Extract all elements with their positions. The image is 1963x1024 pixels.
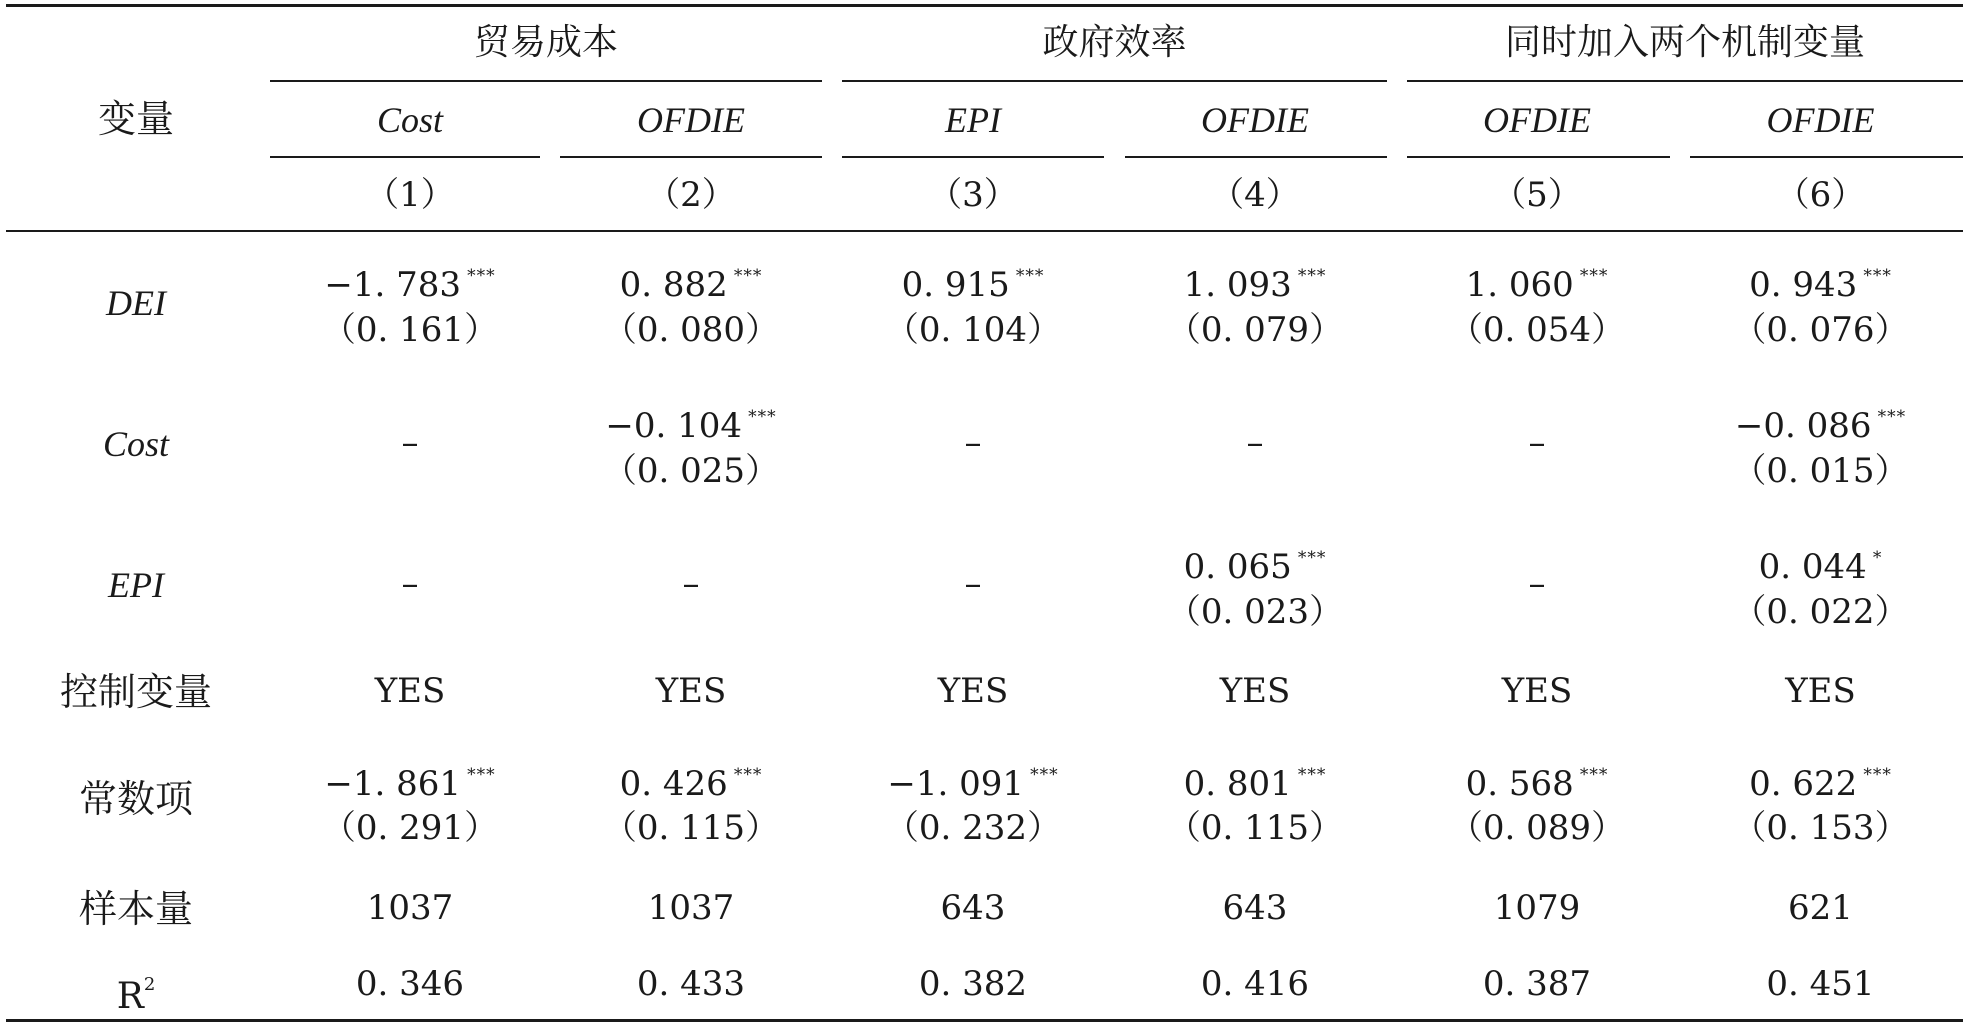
var-rule-5 — [1407, 156, 1670, 158]
row-label-r-squared — [36, 965, 236, 1017]
row-label-dei: DEI — [106, 283, 166, 323]
coef-value: 0. 065 — [1183, 547, 1292, 587]
var-rule-6 — [1690, 156, 1963, 158]
std-error: （0. 115） — [1166, 808, 1344, 848]
coef-value: 0. 801 — [1183, 764, 1292, 804]
coef-cell — [270, 755, 550, 804]
coef-cell — [1396, 755, 1678, 804]
column-number: （4） — [1210, 175, 1300, 215]
coef-value: – — [964, 564, 982, 604]
column-variable: Cost — [376, 100, 444, 140]
coef-cell — [270, 256, 550, 305]
coef-cell — [1678, 538, 1963, 587]
controls-cell: YES — [655, 671, 727, 711]
std-error: （0. 080） — [602, 310, 780, 350]
coef-value: 1. 093 — [1183, 265, 1292, 305]
var-rule-4 — [1125, 156, 1387, 158]
std-error: （0. 015） — [1732, 451, 1909, 491]
coef-value: – — [1246, 423, 1264, 463]
column-number: （6） — [1775, 175, 1866, 215]
coef-value: 0. 915 — [901, 265, 1010, 305]
row-label-cost: Cost — [102, 424, 170, 464]
coef-cell — [1396, 256, 1678, 305]
significance-stars: *** — [1863, 765, 1892, 785]
coef-value: −0. 104 — [605, 406, 743, 446]
coef-value: – — [1528, 564, 1546, 604]
column-number: （2） — [646, 175, 736, 215]
significance-stars: *** — [1579, 266, 1609, 286]
coef-cell — [550, 256, 832, 305]
corner-label: 变量 — [97, 97, 174, 141]
sample-size-cell: 1037 — [366, 888, 454, 928]
row-label-controls: 控制变量 — [59, 670, 212, 714]
significance-stars: *** — [1877, 407, 1907, 427]
coef-cell — [832, 755, 1114, 804]
group-rule-1 — [270, 80, 822, 82]
coef-cell — [1396, 564, 1678, 604]
bottom-rule — [6, 1019, 1963, 1022]
std-error: （0. 104） — [884, 310, 1062, 350]
coef-cell — [1396, 423, 1678, 463]
std-error: （0. 291） — [321, 808, 499, 848]
controls-cell: YES — [1501, 671, 1573, 711]
coef-value: −0. 086 — [1734, 406, 1872, 446]
coef-value: 0. 882 — [619, 265, 728, 305]
std-error: （0. 089） — [1448, 808, 1626, 848]
std-error: （0. 025） — [602, 451, 780, 491]
std-error: （0. 153） — [1732, 808, 1909, 848]
coef-cell — [550, 397, 832, 446]
r-squared-cell: 0. 387 — [1482, 964, 1592, 1004]
r2-superscript: 2 — [143, 974, 156, 995]
row-label-epi: EPI — [108, 565, 164, 605]
row-label-constant: 常数项 — [78, 777, 193, 821]
coef-value: – — [1528, 423, 1546, 463]
sample-size-cell: 621 — [1788, 888, 1853, 928]
coef-cell — [550, 564, 832, 604]
significance-stars: *** — [1863, 266, 1892, 286]
std-error: （0. 054） — [1448, 310, 1626, 350]
coef-value: 0. 044 — [1758, 547, 1867, 587]
coef-cell — [832, 423, 1114, 463]
coef-value: −1. 091 — [887, 764, 1025, 804]
std-error: （0. 115） — [602, 808, 780, 848]
coef-cell — [832, 564, 1114, 604]
std-error: （0. 079） — [1166, 310, 1344, 350]
coef-cell — [1114, 423, 1396, 463]
coef-value: 0. 568 — [1465, 764, 1574, 804]
coef-value: −1. 783 — [324, 265, 462, 305]
significance-stars: *** — [1015, 266, 1045, 286]
coef-cell — [1114, 538, 1396, 587]
column-number: （5） — [1492, 175, 1582, 215]
group-header-trade-cost: 贸易成本 — [473, 22, 618, 63]
coef-cell — [270, 423, 550, 463]
column-variable: OFDIE — [1483, 100, 1591, 140]
std-error: （0. 161） — [321, 310, 499, 350]
r-squared-cell: 0. 346 — [355, 964, 465, 1004]
row-label-sample-size: 样本量 — [78, 887, 193, 931]
coef-cell — [1678, 755, 1963, 804]
std-error: （0. 023） — [1166, 592, 1344, 632]
column-number: （3） — [928, 175, 1018, 215]
r-squared-cell: 0. 451 — [1766, 964, 1875, 1004]
sample-size-cell: 1079 — [1493, 888, 1581, 928]
significance-stars: *** — [1297, 266, 1327, 286]
group-rule-3 — [1407, 80, 1963, 82]
significance-stars: *** — [733, 765, 763, 785]
significance-stars: *** — [467, 266, 496, 286]
coef-value: −1. 861 — [324, 764, 462, 804]
coef-value: – — [401, 423, 419, 463]
controls-cell: YES — [937, 671, 1009, 711]
group-header-both-mechanisms: 同时加入两个机制变量 — [1504, 22, 1865, 63]
coef-value: 0. 426 — [619, 764, 728, 804]
std-error: （0. 022） — [1732, 592, 1909, 632]
significance-stars: *** — [733, 266, 763, 286]
coef-cell — [1114, 755, 1396, 804]
group-rule-2 — [842, 80, 1387, 82]
coef-value: 1. 060 — [1465, 265, 1574, 305]
column-variable: OFDIE — [1766, 100, 1875, 140]
coef-cell — [1114, 256, 1396, 305]
coef-cell — [1678, 397, 1963, 446]
top-rule — [6, 4, 1963, 7]
header-bottom-rule — [6, 230, 1963, 232]
coef-cell — [270, 564, 550, 604]
r2-label-text: R — [116, 976, 144, 1017]
coef-cell — [1678, 256, 1963, 305]
significance-stars: * — [1872, 548, 1883, 568]
significance-stars: *** — [748, 407, 777, 427]
column-variable: OFDIE — [637, 100, 745, 140]
std-error: （0. 232） — [884, 808, 1062, 848]
coef-value: 0. 622 — [1749, 764, 1858, 804]
coef-value: – — [682, 564, 700, 604]
coef-value: 0. 943 — [1749, 265, 1858, 305]
controls-cell: YES — [1785, 671, 1856, 711]
std-error: （0. 076） — [1732, 310, 1909, 350]
var-rule-3 — [842, 156, 1104, 158]
significance-stars: *** — [467, 765, 496, 785]
controls-cell: YES — [374, 671, 446, 711]
coef-cell — [832, 256, 1114, 305]
sample-size-cell: 643 — [940, 888, 1006, 928]
coef-value: – — [964, 423, 982, 463]
coef-cell — [550, 755, 832, 804]
var-rule-1 — [270, 156, 540, 158]
r-squared-cell: 0. 433 — [636, 964, 746, 1004]
significance-stars: *** — [1297, 765, 1327, 785]
var-rule-2 — [560, 156, 822, 158]
significance-stars: *** — [1030, 765, 1059, 785]
controls-cell: YES — [1219, 671, 1291, 711]
column-variable: EPI — [945, 100, 1001, 140]
significance-stars: *** — [1297, 548, 1327, 568]
group-header-gov-efficiency: 政府效率 — [1042, 22, 1187, 63]
column-number: （1） — [365, 175, 455, 215]
r-squared-cell: 0. 416 — [1200, 964, 1310, 1004]
coef-value: – — [401, 564, 419, 604]
column-variable: OFDIE — [1201, 100, 1309, 140]
r-squared-cell: 0. 382 — [918, 964, 1028, 1004]
sample-size-cell: 1037 — [647, 888, 735, 928]
significance-stars: *** — [1579, 765, 1609, 785]
sample-size-cell: 643 — [1222, 888, 1288, 928]
